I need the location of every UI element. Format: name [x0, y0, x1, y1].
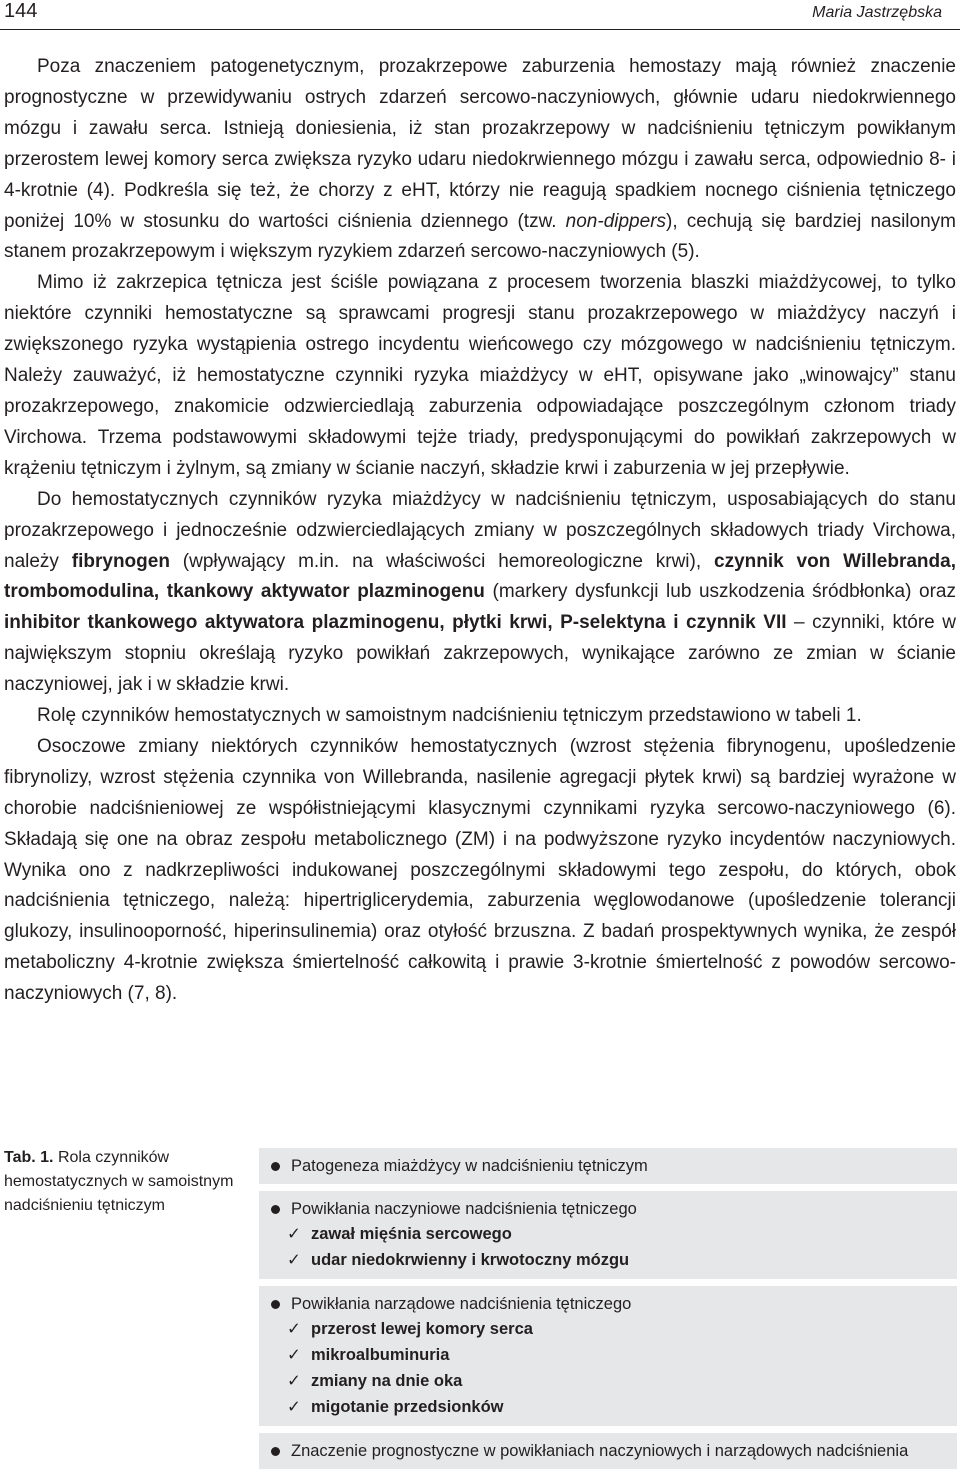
- list-item: [271, 1368, 947, 1394]
- list-item: [271, 1247, 947, 1273]
- running-author: Maria Jastrzębska: [812, 4, 942, 21]
- page-header: [0, 0, 960, 30]
- page-number: 144: [4, 0, 38, 22]
- group-title: Patogeneza miażdżycy w nadciśnieniu tętniczym: [291, 1157, 648, 1175]
- text-run: Mimo iż zakrzepica tętnicza jest ściśle powiązana z procesem tworzenia blaszki miażdżycowej, to tylko niektóre czynniki hemostatyczne są sprawcami progresji stanu prozakrzepowego w miażdżycy naczyń i zwiększonego ryzyka wystąpienia ostrego incydentu wieńcowego czy mózgowego w nadciśnieniu tętniczym. Należy zauważyć, iż hemostatyczne czynniki ryzyka miażdżycy w eHT, opisywane jako „winowajcy” stanu prozakrzepowego, znakomicie odzwierciedlają zaburzenia odpowiadające poszczególnym członom triady Virchowa. Trzema podstawowymi składowymi tejże triady, predysponującymi do powikłań zakrzepowych w krążeniu tętniczym i żylnym, są zmiany w ścianie naczyń, składzie krwi i zaburzenia w jej przepływie.: [4, 272, 956, 479]
- table-group: [259, 1148, 957, 1184]
- text-run: ), cechują się bardziej nasilonym stanem prozakrzepowym i większym ryzykiem zdarzeń sercowo-naczyniowych (5).: [4, 210, 956, 263]
- bullet-icon: [271, 1205, 280, 1214]
- group-title: Znaczenie prognostyczne w powikłaniach naczyniowych i narządowych nadciśnienia: [291, 1442, 909, 1460]
- body-text: [4, 52, 956, 1010]
- bullet-icon: [271, 1300, 280, 1309]
- item-label: migotanie przedsionków: [311, 1398, 504, 1416]
- item-label: mikroalbuminuria: [311, 1346, 450, 1364]
- text-run: Poza znaczeniem patogenetycznym, prozakrzepowe zaburzenia hemostazy mają również znaczenie prognostyczne w przewidywaniu ostrych zdarzeń sercowo-naczyniowych, głównie udaru niedokrwiennego mózgu i zawału serca. Istnieją doniesienia, iż stan prozakrzepowy w nadciśnieniu tętniczym powikłanym przerostem lewej komory serca zwiększa ryzyko udaru niedokrwiennego mózgu i zawału serca, odpowiednio 8- i 4-krotnie (4). Podkreśla się też, że chorzy z eHT, którzy nie reagują spadkiem nocnego ciśnienia tętniczego poniżej 10% w stosunku do wartości ciśnienia dziennego (tzw.: [4, 56, 956, 232]
- table-group: [259, 1433, 957, 1469]
- item-label: udar niedokrwienny i krwotoczny mózgu: [311, 1251, 630, 1269]
- checkmark-icon: ✓: [287, 1346, 301, 1364]
- text-run: Do hemostatycznych czynników ryzyka miażdżycy w nadciśnieniu tętniczym, usposabiających do stanu prozakrzepowego i jednocześnie odzwierciedlających zmiany w poszczególnych składowych triady Virchowa, należy: [4, 488, 956, 572]
- item-label: zawał mięśnia sercowego: [311, 1225, 512, 1243]
- group-title: Powikłania naczyniowe nadciśnienia tętniczego: [291, 1200, 637, 1218]
- header-divider: [0, 29, 960, 30]
- bold-term: fibrynogen: [71, 550, 170, 572]
- table-1: [259, 1148, 957, 1476]
- paragraph-2: [4, 268, 956, 484]
- checkmark-icon: ✓: [287, 1372, 301, 1390]
- paragraph-1: [4, 52, 956, 268]
- text-run: (wpływający m.in. na właściwości hemoreologiczne krwi),: [169, 550, 714, 572]
- checkmark-icon: ✓: [287, 1251, 301, 1269]
- list-item: [271, 1394, 947, 1420]
- group-title: Powikłania narządowe nadciśnienia tętniczego: [291, 1295, 632, 1313]
- bullet-icon: [271, 1162, 280, 1171]
- checkmark-icon: ✓: [287, 1320, 301, 1338]
- bold-term: czynnik von Willebranda, trombomodulina, tkankowy aktywator plazminogenu: [4, 550, 956, 603]
- item-label: przerost lewej komory serca: [311, 1320, 533, 1338]
- paragraph-3: [4, 485, 956, 701]
- list-item: [271, 1342, 947, 1368]
- text-run: (markery dysfunkcji lub uszkodzenia śródbłonka) oraz: [484, 581, 956, 603]
- item-label: zmiany na dnie oka: [311, 1372, 463, 1390]
- text-run: Osoczowe zmiany niektórych czynników hemostatycznych (wzrost stężenia fibrynogenu, upośledzenie fibrynolizy, wzrost stężenia czynnika von Willebranda, nasilenie agregacji płytek krwi) są bardziej wyrażone w chorobie nadciśnieniowej ze współistniejącymi klasycznymi czynnikami ryzyka sercowo-naczyniowego (6). Składają się one na obraz zespołu metabolicznego (ZM) i na podwyższone ryzyko incydentów naczyniowych. Wynika ono z nadkrzepliwości indukowanej poszczególnymi składowymi tego zespołu, do których, obok nadciśnienia tętniczego, należą: hipertriglicerydemia, zaburzenia węglowodanowe (upośledzenie tolerancji glukozy, insulinooporność, hiperinsulinemia) oraz otyłość brzuszna. Z badań prospektywnych wynika, że zespół metaboliczny 4-krotnie zwiększa śmiertelność całkowitą i prawie 3-krotnie śmiertelność z powodów sercowo-naczyniowych (7, 8).: [4, 735, 956, 1005]
- table-caption-text: Rola czynników hemostatycznych w samoistnym nadciśnieniu tętniczym: [4, 1149, 234, 1214]
- checkmark-icon: ✓: [287, 1225, 301, 1243]
- table-label: Tab. 1.: [4, 1149, 54, 1166]
- italic-term: non-dippers: [565, 210, 667, 232]
- table-caption: [4, 1146, 234, 1218]
- checkmark-icon: ✓: [287, 1398, 301, 1416]
- table-group: [259, 1286, 957, 1426]
- paragraph-5: [4, 732, 956, 1010]
- table-group: [259, 1191, 957, 1279]
- paragraph-4: [4, 701, 956, 732]
- text-run: Rolę czynników hemostatycznych w samoistnym nadciśnieniu tętniczym przedstawiono w tabeli 1.: [37, 705, 862, 727]
- list-item: [271, 1221, 947, 1247]
- bold-term: inhibitor tkankowego aktywatora plazminogenu, płytki krwi, P-selektyna i czynnik VII: [4, 612, 787, 634]
- list-item: [271, 1316, 947, 1342]
- text-run: – czynniki, które w największym stopniu określają ryzyko powikłań zakrzepowych, wynikające zarówno ze zmian w ścianie naczyniowej, jak i w składzie krwi.: [4, 612, 956, 696]
- bullet-icon: [271, 1447, 280, 1456]
